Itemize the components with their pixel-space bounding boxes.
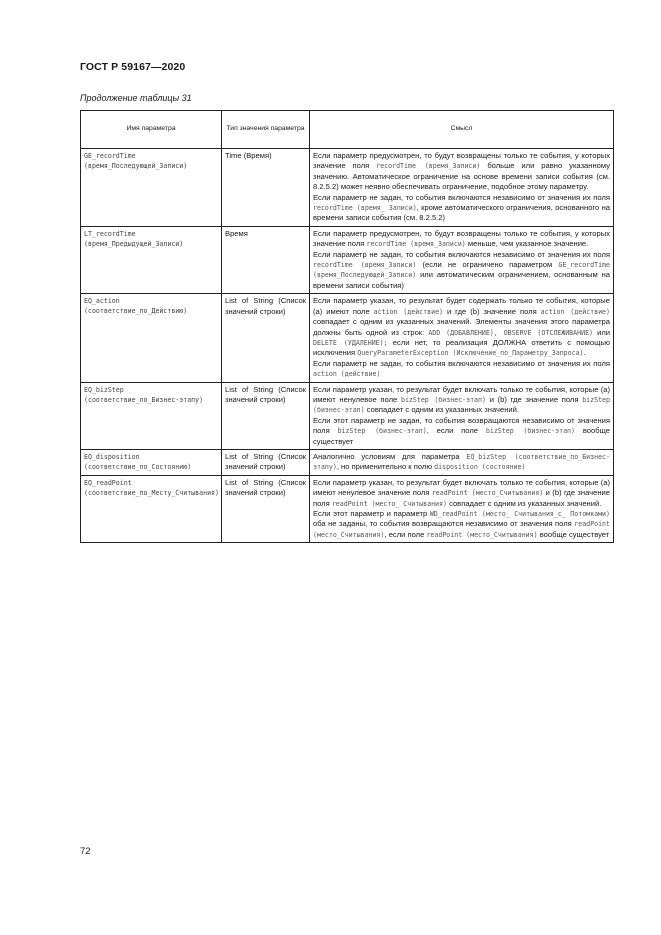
param-type: List of String (Список значений строки) xyxy=(222,382,310,449)
text-run: оба не заданы, то события возвращаются независимо от значения поля xyxy=(313,519,575,529)
text-run: Если этот параметр не задан, то события возвращаются независимо от значения поля xyxy=(313,415,610,436)
text-run: вообще существует xyxy=(537,529,610,539)
table-row xyxy=(81,475,614,542)
table-row xyxy=(81,382,614,449)
text-run: и (b) где значение поля xyxy=(313,488,610,508)
code-term: GE_recordTime (время_Последующей_Записи) xyxy=(313,261,610,280)
description-paragraph xyxy=(313,229,610,250)
page-number: 72 xyxy=(80,846,91,857)
code-term: bizStep (бизнес-этап) xyxy=(485,427,575,436)
text-run: Если параметр предусмотрен, то будут возвращены только те события, у которых значение поля xyxy=(313,151,610,171)
text-run: (если не ограничено параметром xyxy=(416,260,559,270)
text-run: больше или равно указанному значению. Автоматическое ограничение на основе времени записи события (см. 8.2.5.2) может неявно обеспечивать ограничение, подобное этому параметру. xyxy=(313,161,610,192)
text-run: совпадает с одним из указанных значений. Элементы значения этого параметра должны быть одной из строк: xyxy=(313,317,610,337)
header-meaning: Смысл xyxy=(310,111,614,149)
code-term: recordTime (время_Записи) xyxy=(376,162,481,171)
code-term: readPoint (место_Считывания) xyxy=(426,530,538,539)
description-paragraph xyxy=(313,193,610,224)
text-run: Если параметр предусмотрен, то будут возвращены только те события, у которых значение поля xyxy=(313,228,610,249)
param-name: EQ_action (соответствие_по_Действию) xyxy=(81,294,222,382)
text-run: совпадает с одним из указанных значений. xyxy=(364,405,519,415)
param-description xyxy=(310,382,614,449)
text-run: Если параметр указан, то результат будет включать только те события, которые (a) имеют ненулевое поле xyxy=(313,384,610,404)
param-description xyxy=(310,149,614,227)
param-name: EQ_readPoint (соответствие_по_Месту_Считывания) xyxy=(81,475,222,542)
description-paragraph xyxy=(313,359,610,380)
param-type: List of String (Список значений строки) xyxy=(222,475,310,542)
text-run: и (b) где значение поля xyxy=(485,394,583,404)
code-term: QueryParameterException (Исключение_по_Параметру_Запроса) xyxy=(357,349,584,358)
text-run: или автоматическим ограничением, основанным на времени записи события) xyxy=(313,270,610,290)
table-header-row xyxy=(81,111,614,149)
param-name: LT_recordTime (время_Предыдущей_Записи) xyxy=(81,226,222,293)
description-paragraph xyxy=(313,250,610,292)
code-term: action (действие) xyxy=(373,307,444,316)
code-term: bizStep (бизнес-этап) xyxy=(337,427,427,436)
param-type: List of String (Список значений строки) xyxy=(222,449,310,475)
param-type: Время xyxy=(222,226,310,293)
code-term: bizStep (бизнес-этап) xyxy=(313,395,610,415)
param-type: List of String (Список значений строки) xyxy=(222,294,310,382)
param-name: GE_recordTime (время_Последующей_Записи) xyxy=(81,149,222,227)
description-paragraph xyxy=(313,452,610,473)
description-paragraph xyxy=(313,509,610,540)
text-run: Если параметр не задан, то события включаются независимо от значения их поля xyxy=(313,192,610,202)
code-term: ADD (ДОБАВЛЕНИЕ), OBSERVE (ОТСЛЕЖИВАНИЕ) xyxy=(428,328,594,337)
text-run: , если поле xyxy=(426,426,486,436)
table-row xyxy=(81,449,614,475)
code-term: action (действие) xyxy=(313,370,381,379)
description-paragraph xyxy=(313,385,610,416)
text-run: Если параметр не задан, то события включаются независимо от значения их поля xyxy=(313,249,610,259)
text-run: Если параметр указан, то результат будет содержать только те события, которые (a) имеют поле xyxy=(313,296,610,316)
param-name: EQ_bizStep (соответствие_по_Бизнес-этапу) xyxy=(81,382,222,449)
code-term: recordTime (время_Записи) xyxy=(313,261,417,270)
param-name: EQ_disposition (соответствие_по_Состоянию) xyxy=(81,449,222,475)
table-row xyxy=(81,149,614,227)
table-row xyxy=(81,226,614,293)
code-term: recordTime (время_Записи) xyxy=(366,240,466,249)
code-term: disposition (состояние) xyxy=(434,463,526,472)
description-paragraph xyxy=(313,296,610,358)
text-run: Если этот параметр и параметр xyxy=(313,509,430,518)
text-run: , кроме автоматического ограничения, основанного на времени записи события (см. 8.2.5.2) xyxy=(313,203,610,223)
parameters-table xyxy=(80,110,614,543)
text-run: Аналогично условиям для параметра xyxy=(313,451,467,461)
text-run: Если параметр указан, то результат будет включать только те события, которые (a) имеют ненулевое значение поля xyxy=(313,477,610,498)
code-term: readPoint (место_ Считывания) xyxy=(331,499,447,508)
text-run: вообще существует xyxy=(313,426,610,446)
code-term: readPoint (место_Считывания) xyxy=(431,489,544,498)
param-type: Time (Время) xyxy=(222,149,310,227)
code-term: action (действие) xyxy=(540,307,610,316)
code-term: readPoint (место_Считывания) xyxy=(313,520,610,539)
text-run: и где (b) значение поля xyxy=(443,306,541,316)
text-run: если нет, то реализация ДОЛЖНА ответить с помощью исключения xyxy=(313,337,610,358)
text-run: Если параметр не задан, то события включаются независимо от значения их поля xyxy=(313,358,610,368)
param-description xyxy=(310,226,614,293)
param-description xyxy=(310,294,614,382)
text-run: , если поле xyxy=(384,529,427,539)
description-paragraph xyxy=(313,478,610,509)
table-caption: Продолжение таблицы 31 xyxy=(80,93,192,103)
code-term: DELETE (УДАЛЕНИЕ); xyxy=(313,338,388,347)
header-type: Тип значения параметра xyxy=(222,111,310,149)
table-row xyxy=(81,294,614,382)
param-description xyxy=(310,449,614,475)
text-run: меньше, чем указанное значение. xyxy=(465,239,589,249)
code-term: WD_readPoint (место_ Считывания_с_ Потомками) xyxy=(429,510,610,518)
code-term: recordTime (время_ Записи) xyxy=(313,204,417,213)
text-run: , но применительно к полю xyxy=(336,462,435,472)
code-term: EQ_bizStep (соответствие_по_Бизнес-этапу) xyxy=(313,452,610,472)
standard-code: ГОСТ Р 59167—2020 xyxy=(80,61,186,73)
text-run: или xyxy=(593,327,611,337)
code-term: bizStep (бизнес-этап) xyxy=(400,395,486,404)
description-paragraph xyxy=(313,416,610,447)
header-name: Имя параметра xyxy=(81,111,222,149)
text-run: совпадает с одним из указанных значений. xyxy=(446,498,602,508)
param-description xyxy=(310,475,614,542)
text-run: . xyxy=(583,348,586,358)
description-paragraph xyxy=(313,151,610,193)
